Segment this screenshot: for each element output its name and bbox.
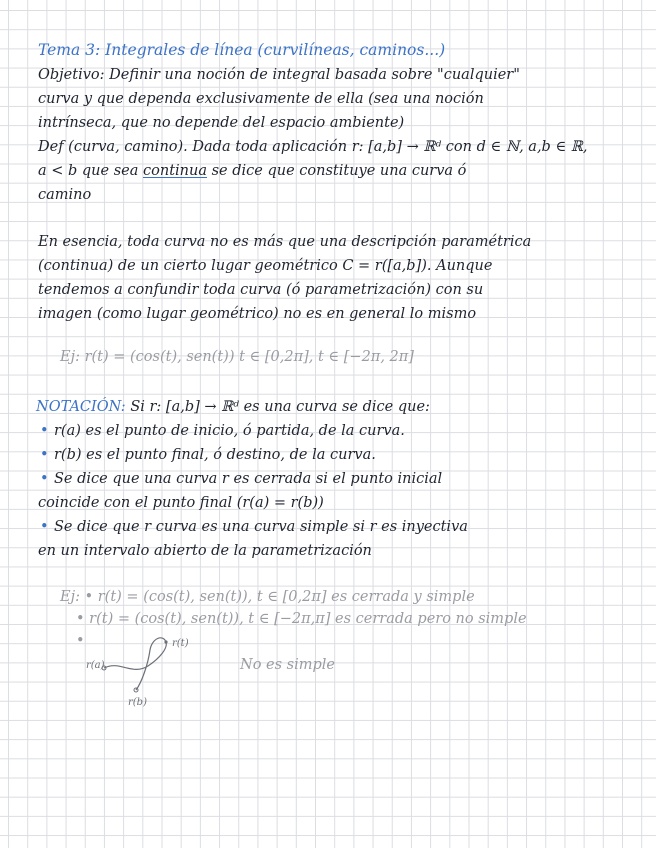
mid-point-marker	[164, 640, 167, 643]
example-2-line-1	[60, 588, 475, 606]
notation-intro: Si r: [a,b] → ℝᵈ es una curva se dice que:	[130, 399, 430, 415]
notation-item-text: r(a) es el punto de inicio, ó partida, de la curva.	[54, 423, 405, 439]
essence-line-1: En esencia, toda curva no es más que una descripción paramétrica	[38, 234, 532, 250]
notation-label: NOTACIÓN:	[36, 399, 126, 415]
definition-text-1: Dada toda aplicación r: [a,b] → ℝᵈ con d ∈ ℕ, a,b ∈ ℝ,	[192, 139, 588, 155]
notation-item-3	[40, 470, 442, 488]
definition-line-2	[38, 162, 466, 180]
bullet-icon: •	[40, 471, 49, 487]
objective-label: Objetivo:	[38, 67, 105, 83]
example-2-text-1: r(t) = (cos(t), sen(t)), t ∈ [0,2π] es cerrada y simple	[97, 589, 475, 605]
bullet-icon: •	[40, 423, 49, 439]
essence-line-3: tendemos a confundir toda curva (ó parametrización) con su	[38, 282, 484, 298]
definition-line-3: camino	[38, 187, 92, 203]
definition-text-2a: a < b que sea	[38, 163, 139, 179]
notation-item-text: Se dice que r curva es una curva simple si r es inyectiva	[54, 519, 468, 535]
objective-line-2: curva y que dependa exclusivamente de ella (sea una noción	[38, 91, 484, 107]
sketch-label-end: r(b)	[128, 697, 147, 708]
definition-underlined-word: continua	[143, 163, 207, 179]
bullet-icon: •	[40, 519, 49, 535]
notation-item-4-continued: en un intervalo abierto de la parametrización	[38, 543, 372, 559]
example-2-text-2: r(t) = (cos(t), sen(t)), t ∈ [−2π,π] es cerrada pero no simple	[89, 611, 527, 627]
bullet-icon: •	[76, 611, 85, 627]
bullet-icon: •	[76, 633, 85, 649]
objective-text-1: Definir una noción de integral basada sobre "cualquier"	[109, 67, 520, 83]
sketch-label-t: r(t)	[172, 638, 189, 649]
definition-text-2b: se dice que constituye una curva ó	[211, 163, 467, 179]
notation-item-3-continued: coincide con el punto final (r(a) = r(b))	[38, 495, 324, 511]
notation-intro-line	[36, 398, 430, 416]
curve-path	[104, 638, 166, 690]
notation-item-4	[40, 518, 468, 536]
notation-item-2	[40, 446, 376, 464]
notation-item-text: r(b) es el punto final, ó destino, de la curva.	[54, 447, 376, 463]
bullet-icon: •	[40, 447, 49, 463]
sketch-caption: No es simple	[240, 657, 335, 673]
notation-item-1	[40, 422, 405, 440]
notation-item-text: Se dice que una curva r es cerrada si el punto inicial	[54, 471, 443, 487]
objective-line-1	[38, 66, 520, 84]
example-2-line-2	[76, 610, 527, 628]
definition-label: Def (curva, camino).	[38, 139, 188, 155]
essence-line-2: (continua) de un cierto lugar geométrico C = r([a,b]). Aunque	[38, 258, 493, 274]
example-1: Ej: r(t) = (cos(t), sen(t)) t ∈ [0,2π], t ∈ [−2π, 2π]	[60, 349, 414, 365]
sketch-label-start: r(a)	[86, 660, 105, 671]
page-title: Tema 3: Integrales de línea (curvilíneas, caminos...)	[38, 41, 446, 59]
bullet-icon: •	[84, 589, 94, 605]
definition-line-1	[38, 138, 587, 156]
essence-line-4: imagen (como lugar geométrico) no es en general lo mismo	[38, 306, 477, 322]
objective-line-3: intrínseca, que no depende del espacio ambiente)	[38, 115, 405, 131]
non-simple-curve-sketch	[80, 632, 230, 722]
example-2-label: Ej:	[60, 589, 80, 605]
